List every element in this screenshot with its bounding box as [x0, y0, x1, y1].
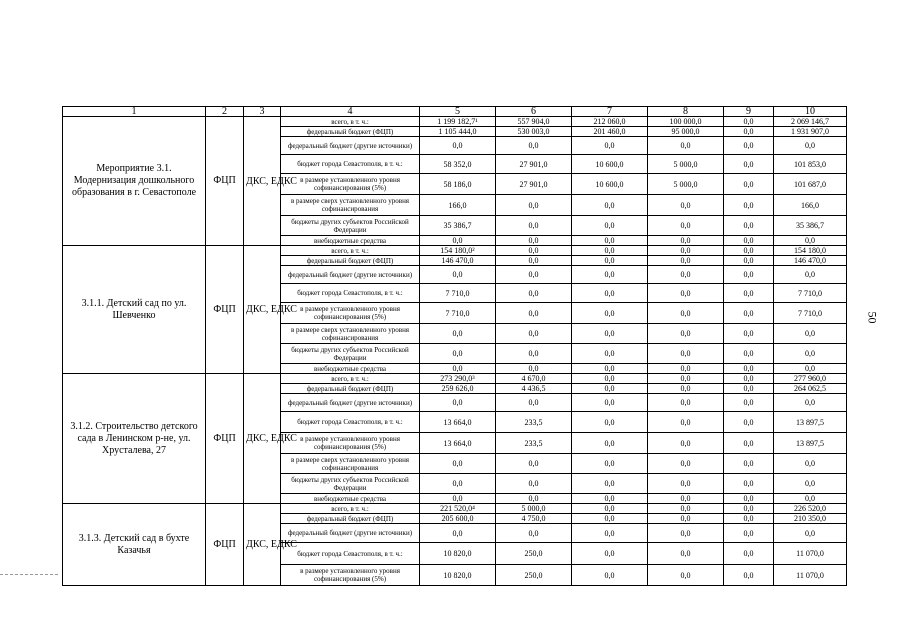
value-cell: 0,0 — [420, 236, 496, 246]
value-cell: 0,0 — [572, 374, 648, 384]
funding-source-cell: в размере сверх установленного уровня софинансирования — [281, 195, 420, 216]
header-cell: 9 — [724, 107, 774, 117]
value-cell: 13 664,0 — [420, 412, 496, 433]
value-cell: 221 520,0⁴ — [420, 504, 496, 514]
value-cell: 95 000,0 — [648, 127, 724, 137]
value-cell: 0,0 — [572, 303, 648, 324]
value-cell: 0,0 — [648, 433, 724, 454]
value-cell: 250,0 — [496, 565, 572, 586]
value-cell: 0,0 — [572, 394, 648, 412]
measure-cell: Мероприятие 3.1. Модернизация дошкольного образования в г. Севастополе — [63, 117, 206, 246]
value-cell: 27 901,0 — [496, 174, 572, 195]
value-cell: 233,5 — [496, 412, 572, 433]
responsible-cell: ДКС, ЕДКС — [244, 246, 281, 374]
value-cell: 0,0 — [496, 474, 572, 494]
value-cell: 35 386,7 — [420, 216, 496, 236]
value-cell: 154 180,0² — [420, 246, 496, 256]
value-cell: 0,0 — [648, 266, 724, 284]
value-cell: 273 290,0³ — [420, 374, 496, 384]
header-cell: 10 — [774, 107, 847, 117]
value-cell: 0,0 — [572, 384, 648, 394]
value-cell: 0,0 — [724, 324, 774, 344]
value-cell: 101 853,0 — [774, 155, 847, 174]
executor-cell: ФЦП — [206, 374, 244, 504]
value-cell: 0,0 — [648, 374, 724, 384]
value-cell: 0,0 — [572, 474, 648, 494]
value-cell: 0,0 — [420, 137, 496, 155]
value-cell: 7 710,0 — [774, 284, 847, 303]
value-cell: 226 520,0 — [774, 504, 847, 514]
responsible-cell: ДКС, ЕДКС — [244, 504, 281, 586]
funding-source-cell: федеральный бюджет (ФЦП) — [281, 256, 420, 266]
header-cell: 6 — [496, 107, 572, 117]
value-cell: 0,0 — [774, 494, 847, 504]
value-cell: 7 710,0 — [774, 303, 847, 324]
value-cell: 0,0 — [572, 364, 648, 374]
value-cell: 277 960,0 — [774, 374, 847, 384]
value-cell: 0,0 — [572, 454, 648, 474]
value-cell: 0,0 — [724, 474, 774, 494]
table-row — [63, 246, 847, 256]
responsible-cell: ДКС, ЕДКС — [244, 374, 281, 504]
margin-mark — [0, 574, 58, 575]
funding-source-cell: федеральный бюджет (ФЦП) — [281, 127, 420, 137]
budget-table — [62, 106, 847, 586]
header-cell: 1 — [63, 107, 206, 117]
value-cell: 0,0 — [648, 195, 724, 216]
value-cell: 0,0 — [724, 137, 774, 155]
funding-source-cell: бюджет города Севастополя, в т. ч.: — [281, 284, 420, 303]
table-row — [63, 374, 847, 384]
value-cell: 0,0 — [648, 324, 724, 344]
value-cell: 0,0 — [724, 394, 774, 412]
value-cell: 10 820,0 — [420, 565, 496, 586]
value-cell: 101 687,0 — [774, 174, 847, 195]
value-cell: 35 386,7 — [774, 216, 847, 236]
value-cell: 233,5 — [496, 433, 572, 454]
header-row — [63, 107, 847, 117]
value-cell: 0,0 — [496, 266, 572, 284]
value-cell: 0,0 — [648, 474, 724, 494]
page-number: 50 — [865, 311, 880, 324]
value-cell: 5 000,0 — [648, 174, 724, 195]
funding-source-cell: внебюджетные средства — [281, 364, 420, 374]
value-cell: 0,0 — [572, 433, 648, 454]
value-cell: 0,0 — [496, 524, 572, 543]
value-cell: 10 600,0 — [572, 174, 648, 195]
funding-source-cell: всего, в т. ч.: — [281, 374, 420, 384]
header-cell: 2 — [206, 107, 244, 117]
value-cell: 0,0 — [572, 236, 648, 246]
funding-source-cell: внебюджетные средства — [281, 236, 420, 246]
value-cell: 0,0 — [572, 324, 648, 344]
funding-source-cell: федеральный бюджет (другие источники) — [281, 524, 420, 543]
value-cell: 259 626,0 — [420, 384, 496, 394]
value-cell: 0,0 — [724, 155, 774, 174]
value-cell: 0,0 — [420, 394, 496, 412]
value-cell: 0,0 — [496, 256, 572, 266]
value-cell: 0,0 — [648, 137, 724, 155]
value-cell: 0,0 — [420, 494, 496, 504]
funding-source-cell: федеральный бюджет (другие источники) — [281, 266, 420, 284]
value-cell: 11 070,0 — [774, 565, 847, 586]
value-cell: 0,0 — [496, 246, 572, 256]
value-cell: 0,0 — [774, 324, 847, 344]
value-cell: 0,0 — [648, 303, 724, 324]
value-cell: 0,0 — [572, 524, 648, 543]
funding-source-cell: всего, в т. ч.: — [281, 504, 420, 514]
value-cell: 0,0 — [724, 127, 774, 137]
value-cell: 0,0 — [496, 454, 572, 474]
value-cell: 0,0 — [648, 412, 724, 433]
value-cell: 0,0 — [420, 344, 496, 364]
value-cell: 0,0 — [724, 266, 774, 284]
value-cell: 0,0 — [724, 246, 774, 256]
value-cell: 10 820,0 — [420, 543, 496, 565]
value-cell: 0,0 — [724, 174, 774, 195]
value-cell: 0,0 — [496, 364, 572, 374]
value-cell: 0,0 — [774, 474, 847, 494]
value-cell: 0,0 — [648, 344, 724, 364]
value-cell: 0,0 — [648, 216, 724, 236]
funding-source-cell: федеральный бюджет (ФЦП) — [281, 514, 420, 524]
value-cell: 0,0 — [774, 266, 847, 284]
value-cell: 10 600,0 — [572, 155, 648, 174]
value-cell: 0,0 — [572, 412, 648, 433]
measure-cell: 3.1.2. Строительство детского сада в Ленинском р-не, ул. Хрусталева, 27 — [63, 374, 206, 504]
value-cell: 13 897,5 — [774, 412, 847, 433]
value-cell: 0,0 — [496, 303, 572, 324]
value-cell: 0,0 — [572, 565, 648, 586]
measure-cell: 3.1.3. Детский сад в бухте Казачья — [63, 504, 206, 586]
header-cell: 5 — [420, 107, 496, 117]
value-cell: 0,0 — [572, 514, 648, 524]
value-cell: 0,0 — [572, 266, 648, 284]
value-cell: 166,0 — [774, 195, 847, 216]
value-cell: 0,0 — [724, 454, 774, 474]
value-cell: 13 897,5 — [774, 433, 847, 454]
value-cell: 0,0 — [572, 195, 648, 216]
responsible-cell: ДКС, ЕДКС — [244, 117, 281, 246]
funding-source-cell: в размере установленного уровня софинансирования (5%) — [281, 433, 420, 454]
value-cell: 0,0 — [648, 514, 724, 524]
value-cell: 1 931 907,0 — [774, 127, 847, 137]
value-cell: 0,0 — [774, 524, 847, 543]
value-cell: 0,0 — [724, 284, 774, 303]
value-cell: 0,0 — [420, 266, 496, 284]
value-cell: 7 710,0 — [420, 303, 496, 324]
value-cell: 0,0 — [648, 524, 724, 543]
value-cell: 0,0 — [724, 195, 774, 216]
value-cell: 166,0 — [420, 195, 496, 216]
header-cell: 4 — [281, 107, 420, 117]
value-cell: 0,0 — [724, 433, 774, 454]
value-cell: 0,0 — [724, 543, 774, 565]
funding-source-cell: внебюджетные средства — [281, 494, 420, 504]
value-cell: 5 000,0 — [496, 504, 572, 514]
value-cell: 0,0 — [496, 216, 572, 236]
value-cell: 0,0 — [724, 344, 774, 364]
funding-source-cell: всего, в т. ч.: — [281, 246, 420, 256]
value-cell: 0,0 — [724, 364, 774, 374]
value-cell: 210 350,0 — [774, 514, 847, 524]
value-cell: 530 003,0 — [496, 127, 572, 137]
funding-source-cell: в размере установленного уровня софинансирования (5%) — [281, 303, 420, 324]
value-cell: 0,0 — [724, 412, 774, 433]
value-cell: 0,0 — [774, 364, 847, 374]
funding-source-cell: федеральный бюджет (другие источники) — [281, 137, 420, 155]
value-cell: 0,0 — [724, 303, 774, 324]
value-cell: 0,0 — [648, 504, 724, 514]
value-cell: 58 352,0 — [420, 155, 496, 174]
value-cell: 0,0 — [420, 454, 496, 474]
value-cell: 27 901,0 — [496, 155, 572, 174]
value-cell: 0,0 — [724, 494, 774, 504]
measure-cell: 3.1.1. Детский сад по ул. Шевченко — [63, 246, 206, 374]
funding-source-cell: федеральный бюджет (другие источники) — [281, 394, 420, 412]
value-cell: 146 470,0 — [774, 256, 847, 266]
value-cell: 0,0 — [724, 374, 774, 384]
value-cell: 154 180,0 — [774, 246, 847, 256]
value-cell: 0,0 — [572, 504, 648, 514]
table-row — [63, 117, 847, 127]
value-cell: 264 062,5 — [774, 384, 847, 394]
value-cell: 1 199 182,7¹ — [420, 117, 496, 127]
value-cell: 0,0 — [724, 117, 774, 127]
value-cell: 0,0 — [420, 364, 496, 374]
value-cell: 0,0 — [648, 246, 724, 256]
value-cell: 0,0 — [496, 236, 572, 246]
value-cell: 0,0 — [724, 514, 774, 524]
value-cell: 0,0 — [572, 256, 648, 266]
value-cell: 0,0 — [572, 284, 648, 303]
value-cell: 0,0 — [496, 195, 572, 216]
value-cell: 4 436,5 — [496, 384, 572, 394]
funding-source-cell: бюджеты других субъектов Российской Федерации — [281, 216, 420, 236]
value-cell: 0,0 — [774, 394, 847, 412]
value-cell: 0,0 — [648, 394, 724, 412]
value-cell: 0,0 — [496, 394, 572, 412]
value-cell: 58 186,0 — [420, 174, 496, 195]
funding-source-cell: в размере установленного уровня софинансирования (5%) — [281, 174, 420, 195]
value-cell: 0,0 — [648, 284, 724, 303]
funding-source-cell: бюджет города Севастополя, в т. ч.: — [281, 412, 420, 433]
executor-cell: ФЦП — [206, 246, 244, 374]
value-cell: 0,0 — [572, 246, 648, 256]
header-cell: 8 — [648, 107, 724, 117]
value-cell: 0,0 — [420, 324, 496, 344]
value-cell: 0,0 — [496, 344, 572, 364]
value-cell: 0,0 — [496, 494, 572, 504]
value-cell: 0,0 — [724, 524, 774, 543]
funding-source-cell: бюджеты других субъектов Российской Федерации — [281, 344, 420, 364]
value-cell: 0,0 — [724, 236, 774, 246]
header-cell: 3 — [244, 107, 281, 117]
funding-source-cell: в размере установленного уровня софинансирования (5%) — [281, 565, 420, 586]
value-cell: 0,0 — [648, 364, 724, 374]
value-cell: 0,0 — [774, 454, 847, 474]
value-cell: 1 105 444,0 — [420, 127, 496, 137]
value-cell: 100 000,0 — [648, 117, 724, 127]
value-cell: 0,0 — [774, 137, 847, 155]
value-cell: 205 600,0 — [420, 514, 496, 524]
value-cell: 0,0 — [648, 565, 724, 586]
value-cell: 0,0 — [496, 324, 572, 344]
funding-source-cell: федеральный бюджет (ФЦП) — [281, 384, 420, 394]
value-cell: 0,0 — [648, 236, 724, 246]
value-cell: 0,0 — [572, 494, 648, 504]
value-cell: 0,0 — [724, 384, 774, 394]
value-cell: 7 710,0 — [420, 284, 496, 303]
value-cell: 0,0 — [572, 344, 648, 364]
value-cell: 5 000,0 — [648, 155, 724, 174]
value-cell: 0,0 — [724, 216, 774, 236]
value-cell: 0,0 — [572, 543, 648, 565]
funding-source-cell: бюджет города Севастополя, в т. ч.: — [281, 155, 420, 174]
value-cell: 212 060,0 — [572, 117, 648, 127]
value-cell: 0,0 — [648, 543, 724, 565]
value-cell: 11 070,0 — [774, 543, 847, 565]
value-cell: 0,0 — [648, 494, 724, 504]
value-cell: 0,0 — [420, 524, 496, 543]
value-cell: 0,0 — [496, 284, 572, 303]
value-cell: 0,0 — [648, 256, 724, 266]
value-cell: 0,0 — [724, 504, 774, 514]
value-cell: 557 904,0 — [496, 117, 572, 127]
value-cell: 0,0 — [648, 384, 724, 394]
funding-source-cell: бюджеты других субъектов Российской Федерации — [281, 474, 420, 494]
value-cell: 0,0 — [420, 474, 496, 494]
value-cell: 0,0 — [774, 344, 847, 364]
value-cell: 13 664,0 — [420, 433, 496, 454]
value-cell: 2 069 146,7 — [774, 117, 847, 127]
value-cell: 0,0 — [572, 216, 648, 236]
value-cell: 0,0 — [724, 256, 774, 266]
value-cell: 0,0 — [572, 137, 648, 155]
value-cell: 0,0 — [496, 137, 572, 155]
funding-source-cell: всего, в т. ч.: — [281, 117, 420, 127]
value-cell: 0,0 — [774, 236, 847, 246]
value-cell: 4 750,0 — [496, 514, 572, 524]
value-cell: 201 460,0 — [572, 127, 648, 137]
value-cell: 4 670,0 — [496, 374, 572, 384]
value-cell: 0,0 — [724, 565, 774, 586]
value-cell: 0,0 — [648, 454, 724, 474]
table-row — [63, 504, 847, 514]
header-cell: 7 — [572, 107, 648, 117]
executor-cell: ФЦП — [206, 504, 244, 586]
funding-source-cell: в размере сверх установленного уровня софинансирования — [281, 324, 420, 344]
funding-source-cell: бюджет города Севастополя, в т. ч.: — [281, 543, 420, 565]
value-cell: 250,0 — [496, 543, 572, 565]
funding-source-cell: в размере сверх установленного уровня софинансирования — [281, 454, 420, 474]
value-cell: 146 470,0 — [420, 256, 496, 266]
executor-cell: ФЦП — [206, 117, 244, 246]
